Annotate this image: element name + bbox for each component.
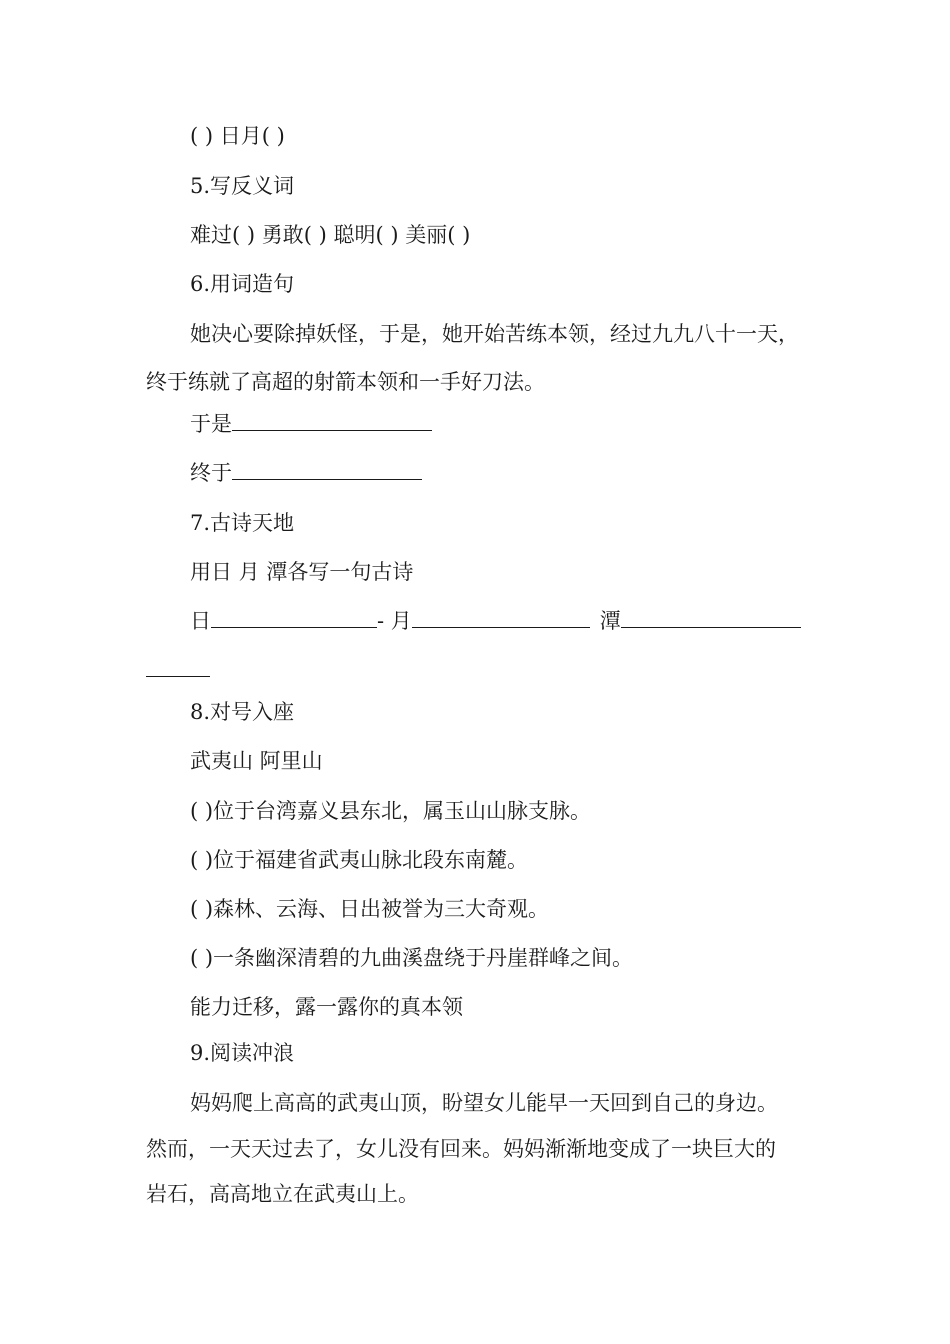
- paragraph-line: 然而，一天天过去了，女儿没有回来。妈妈渐渐地变成了一块巨大的: [146, 1137, 776, 1161]
- answer-blank[interactable]: [211, 607, 377, 628]
- choice-line: ( )位于福建省武夷山脉北段东南麓。: [190, 848, 529, 872]
- fill-line-zhongyu: [190, 459, 422, 487]
- fill-label: 潭: [599, 609, 621, 633]
- section-heading-6: 6.用词造句: [190, 272, 295, 296]
- poem-fill-line: [190, 607, 801, 635]
- text-line: 用日 月 潭各写一句古诗: [190, 560, 414, 584]
- answer-blank[interactable]: [232, 410, 432, 431]
- answer-blank[interactable]: [412, 607, 590, 628]
- answer-blank[interactable]: [621, 607, 801, 628]
- answer-blank[interactable]: [232, 459, 422, 480]
- paragraph-line: 妈妈爬上高高的武夷山顶，盼望女儿能早一天回到自己的身边。: [190, 1091, 778, 1115]
- section-heading-7: 7.古诗天地: [190, 511, 295, 535]
- answer-blank[interactable]: [146, 656, 210, 677]
- choice-line: ( )森林、云海、日出被誉为三大奇观。: [190, 897, 550, 921]
- fill-line-yushi: [190, 410, 432, 438]
- fill-label: 于是: [190, 412, 232, 436]
- poem-fill-continuation: [146, 656, 210, 684]
- text-line: ( ) 日月( ): [190, 124, 285, 148]
- choice-line: ( )一条幽深清碧的九曲溪盘绕于丹崖群峰之间。: [190, 946, 634, 970]
- choice-line: ( )位于台湾嘉义县东北，属玉山山脉支脉。: [190, 799, 592, 823]
- paragraph-line: 岩石，高高地立在武夷山上。: [146, 1182, 419, 1206]
- section-heading-9: 9.阅读冲浪: [190, 1041, 295, 1065]
- text-line: 难过( ) 勇敢( ) 聪明( ) 美丽( ): [190, 223, 471, 247]
- paragraph-line: 她决心要除掉妖怪，于是，她开始苦练本领，经过九九八十一天，: [190, 322, 799, 346]
- section-heading-5: 5.写反义词: [190, 174, 295, 198]
- paragraph-line: 终于练就了高超的射箭本领和一手好刀法。: [146, 370, 545, 394]
- fill-label: 日: [190, 609, 211, 633]
- text-line: 武夷山 阿里山: [190, 749, 323, 773]
- fill-label: - 月: [377, 609, 412, 633]
- text-line: 能力迁移，露一露你的真本领: [190, 995, 463, 1019]
- fill-label: 终于: [190, 461, 232, 485]
- section-heading-8: 8.对号入座: [190, 700, 295, 724]
